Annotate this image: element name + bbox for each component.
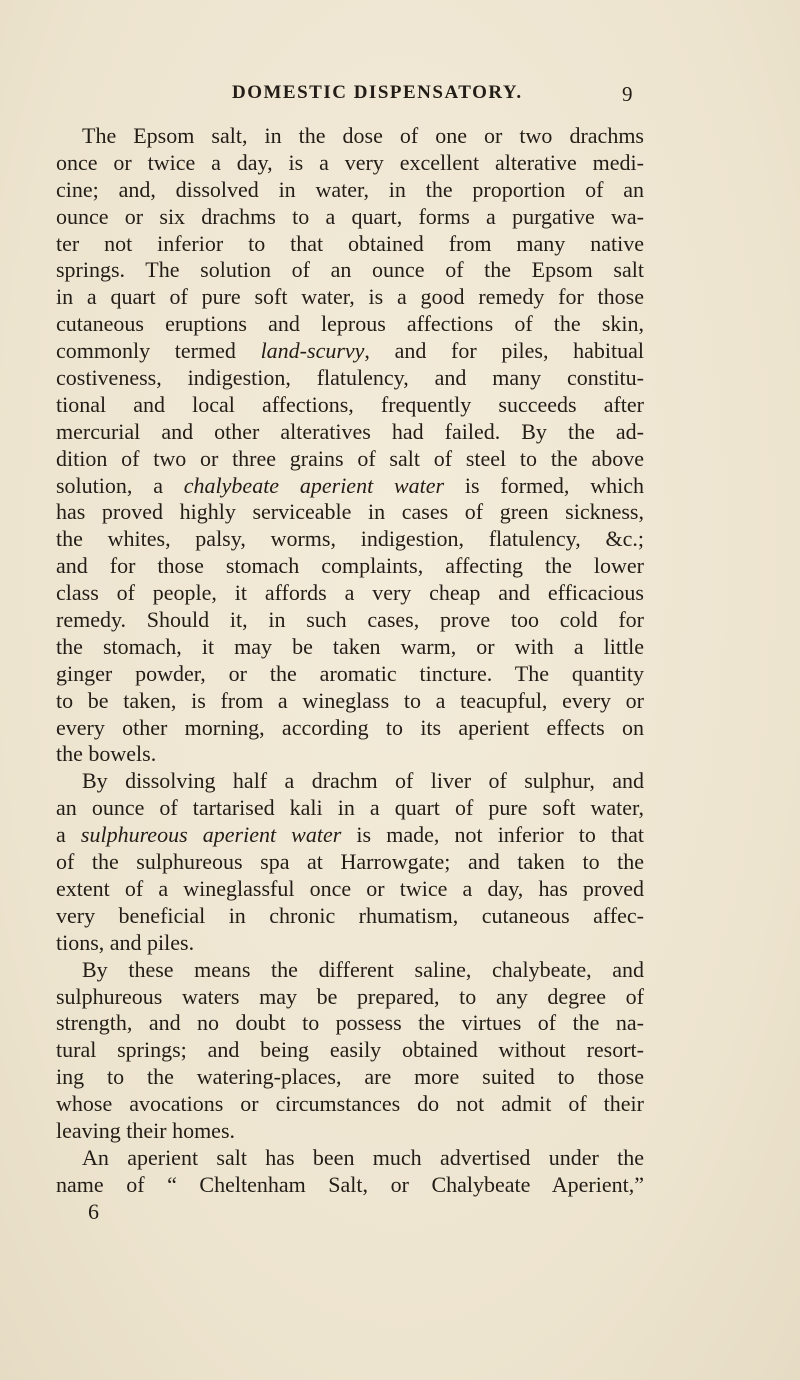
text-line: ter not inferior to that obtained from many native [56, 230, 644, 256]
text-line: remedy. Should it, in such cases, prove too cold for [56, 607, 644, 633]
text-line: cine; and, dissolved in water, in the proportion of an [56, 176, 644, 202]
text-line: class of people, it affords a very cheap and efficacious [56, 580, 644, 606]
text-line: tional and local affections, frequently succeeds after [56, 391, 644, 417]
text-line: springs. The solution of an ounce of the Epsom salt [56, 257, 644, 283]
italic-term: sulphureous aperient water [80, 822, 342, 848]
text-line: sulphureous waters may be prepared, to any degree of [56, 983, 644, 1009]
text-line: the stomach, it may be taken warm, or with a little [56, 633, 644, 659]
signature-mark: 6 [88, 1198, 99, 1224]
text-segment: a [56, 822, 81, 848]
text-line [56, 822, 644, 849]
text-line: strength, and no doubt to possess the virtues of the na- [56, 1010, 644, 1036]
text-line: tions, and piles. [56, 929, 195, 955]
text-line: in a quart of pure soft water, is a good remedy for those [56, 284, 644, 310]
text-segment: is formed, which [444, 472, 644, 498]
text-segment: commonly termed [56, 338, 261, 364]
text-line: costiveness, indigestion, flatulency, and many constitu- [56, 365, 644, 391]
text-line: an ounce of tartarised kali in a quart of pure soft water, [56, 795, 644, 821]
text-line: of the sulphureous spa at Harrowgate; and taken to the [56, 849, 644, 875]
italic-term: chalybeate aperient water [183, 472, 445, 498]
text-line: cutaneous eruptions and leprous affections of the skin, [56, 311, 644, 337]
text-line: ounce or six drachms to a quart, forms a purgative wa- [56, 203, 644, 229]
text-line: very beneficial in chronic rhumatism, cutaneous affec- [56, 902, 644, 928]
text-line: the bowels. [56, 741, 157, 767]
text-line: An aperient salt has been much advertised under the [82, 1144, 644, 1170]
text-line: ing to the watering-places, are more suited to those [56, 1064, 644, 1090]
running-head: DOMESTIC DISPENSATORY. [232, 82, 523, 103]
text-line: name of “ Cheltenham Salt, or Chalybeate Aperient,” [56, 1171, 644, 1197]
text-segment: is made, not inferior to that [341, 822, 644, 848]
italic-term: land-scurvy [260, 338, 365, 364]
text-line: mercurial and other alteratives had failed. By the ad- [56, 418, 644, 444]
text-line: every other morning, according to its aperient effects on [56, 714, 644, 740]
text-line [56, 338, 644, 365]
text-line: the whites, palsy, worms, indigestion, flatulency, &c.; [56, 526, 644, 552]
text-line: leaving their homes. [56, 1117, 236, 1143]
body-text [56, 123, 644, 1226]
text-line: ginger powder, or the aromatic tincture. The quantity [56, 660, 644, 686]
text-line: and for those stomach complaints, affecting the lower [56, 553, 644, 579]
text-line: extent of a wineglassful once or twice a day, has proved [56, 875, 644, 901]
text-line: tural springs; and being easily obtained without resort- [56, 1037, 644, 1063]
text-line: once or twice a day, is a very excellent alterative medi- [56, 149, 644, 175]
page-number: 9 [622, 82, 633, 106]
text-line: has proved highly serviceable in cases of green sickness, [56, 499, 644, 525]
text-line: to be taken, is from a wineglass to a teacupful, every or [56, 687, 644, 713]
text-segment: solution, a [56, 472, 184, 498]
text-line: By these means the different saline, chalybeate, and [82, 956, 644, 982]
text-segment: , and for piles, habitual [364, 338, 644, 364]
text-line: By dissolving half a drachm of liver of sulphur, and [82, 768, 644, 794]
text-line: whose avocations or circumstances do not admit of their [56, 1091, 644, 1117]
text-line: The Epsom salt, in the dose of one or two drachms [82, 123, 644, 148]
text-line [56, 473, 644, 500]
text-line: dition of two or three grains of salt of steel to the above [56, 445, 644, 471]
